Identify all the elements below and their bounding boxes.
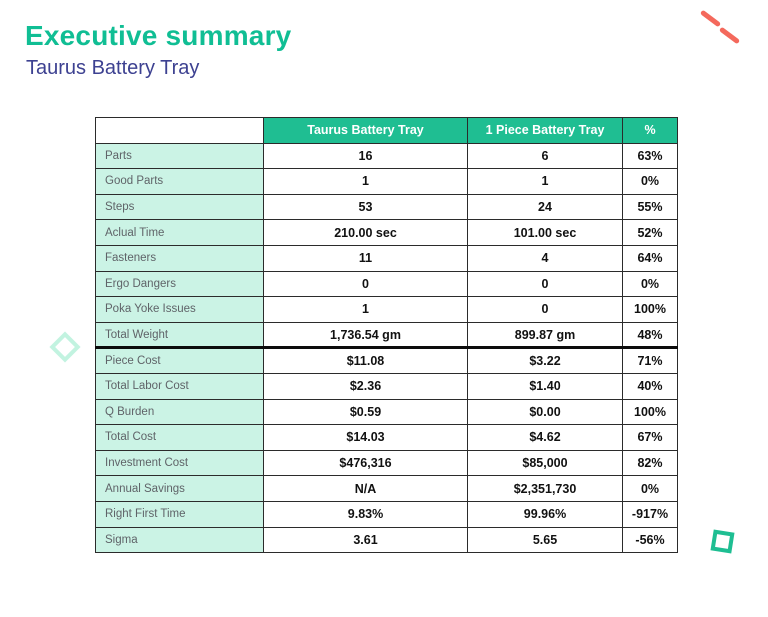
table-row-total-labor-cost — [96, 373, 678, 399]
cell-taurus: 53 — [264, 194, 468, 220]
row-label: Fasteners — [96, 245, 264, 271]
row-label: Right First Time — [96, 501, 264, 527]
cell-percent: 55% — [623, 194, 678, 220]
row-label: Ergo Dangers — [96, 271, 264, 297]
cell-percent: 100% — [623, 399, 678, 425]
row-label: Piece Cost — [96, 348, 264, 374]
table-row-investment-cost — [96, 450, 678, 476]
cell-taurus: $0.59 — [264, 399, 468, 425]
row-label: Q Burden — [96, 399, 264, 425]
cell-one-piece: 99.96% — [468, 501, 623, 527]
table-row-total-cost — [96, 425, 678, 451]
table-row-total-weight — [96, 322, 678, 348]
cell-one-piece: $3.22 — [468, 348, 623, 374]
table-row-sigma — [96, 527, 678, 553]
cell-taurus: 11 — [264, 245, 468, 271]
cell-taurus: 1 — [264, 169, 468, 195]
cell-one-piece: 24 — [468, 194, 623, 220]
square-icon — [710, 529, 734, 553]
cell-taurus: N/A — [264, 476, 468, 502]
cell-one-piece: 899.87 gm — [468, 322, 623, 348]
slash-icon — [700, 10, 721, 28]
row-label: Investment Cost — [96, 450, 264, 476]
cell-percent: 48% — [623, 322, 678, 348]
cell-one-piece: 0 — [468, 297, 623, 323]
cell-percent: -56% — [623, 527, 678, 553]
table-row-parts — [96, 143, 678, 169]
column-header-percent: % — [623, 118, 678, 144]
cell-taurus: 1 — [264, 297, 468, 323]
slash-icon — [719, 27, 740, 45]
corner-header-cell — [96, 118, 264, 144]
table-row-good-parts — [96, 169, 678, 195]
cell-percent: 0% — [623, 169, 678, 195]
table-row-fasteners — [96, 245, 678, 271]
cell-one-piece: $1.40 — [468, 373, 623, 399]
cell-one-piece: $0.00 — [468, 399, 623, 425]
table-row-actual-time — [96, 220, 678, 246]
cell-one-piece: 101.00 sec — [468, 220, 623, 246]
cell-percent: 71% — [623, 348, 678, 374]
cell-taurus: 0 — [264, 271, 468, 297]
page-title: Executive summary — [25, 20, 292, 51]
table-row-q-burden — [96, 399, 678, 425]
cell-one-piece: $4.62 — [468, 425, 623, 451]
table-row-ergo-dangers — [96, 271, 678, 297]
column-header-taurus-battery-tray: Taurus Battery Tray — [264, 118, 468, 144]
table-row-right-first-time — [96, 501, 678, 527]
row-label: Sigma — [96, 527, 264, 553]
cell-taurus: 3.61 — [264, 527, 468, 553]
table-header-row — [96, 118, 678, 144]
cell-taurus: 9.83% — [264, 501, 468, 527]
cell-percent: 0% — [623, 271, 678, 297]
table-row-piece-cost — [96, 348, 678, 374]
row-label: Steps — [96, 194, 264, 220]
table-row-steps — [96, 194, 678, 220]
cell-one-piece: 1 — [468, 169, 623, 195]
cell-one-piece: 6 — [468, 143, 623, 169]
cell-taurus: 1,736.54 gm — [264, 322, 468, 348]
cell-one-piece: 0 — [468, 271, 623, 297]
cell-taurus: $14.03 — [264, 425, 468, 451]
table-row-annual-savings — [96, 476, 678, 502]
cell-percent: 63% — [623, 143, 678, 169]
page-subtitle: Taurus Battery Tray — [26, 57, 200, 79]
column-header-1-piece-battery-tray: 1 Piece Battery Tray — [468, 118, 623, 144]
row-label: Poka Yoke Issues — [96, 297, 264, 323]
cell-percent: 100% — [623, 297, 678, 323]
cell-percent: 67% — [623, 425, 678, 451]
cell-taurus: $476,316 — [264, 450, 468, 476]
cell-taurus: $11.08 — [264, 348, 468, 374]
row-label: Good Parts — [96, 169, 264, 195]
row-label: Annual Savings — [96, 476, 264, 502]
cell-taurus: $2.36 — [264, 373, 468, 399]
cell-percent: 0% — [623, 476, 678, 502]
cell-one-piece: $2,351,730 — [468, 476, 623, 502]
cell-one-piece: 5.65 — [468, 527, 623, 553]
cell-percent: 40% — [623, 373, 678, 399]
executive-summary-table — [95, 117, 678, 553]
row-label: Parts — [96, 143, 264, 169]
row-label: Total Labor Cost — [96, 373, 264, 399]
table-row-poka-yoke-issues — [96, 297, 678, 323]
cell-one-piece: $85,000 — [468, 450, 623, 476]
row-label: Aclual Time — [96, 220, 264, 246]
row-label: Total Weight — [96, 322, 264, 348]
cell-percent: 82% — [623, 450, 678, 476]
cell-one-piece: 4 — [468, 245, 623, 271]
cell-taurus: 210.00 sec — [264, 220, 468, 246]
cell-taurus: 16 — [264, 143, 468, 169]
row-label: Total Cost — [96, 425, 264, 451]
diamond-icon — [49, 331, 80, 362]
cell-percent: 52% — [623, 220, 678, 246]
cell-percent: -917% — [623, 501, 678, 527]
cell-percent: 64% — [623, 245, 678, 271]
